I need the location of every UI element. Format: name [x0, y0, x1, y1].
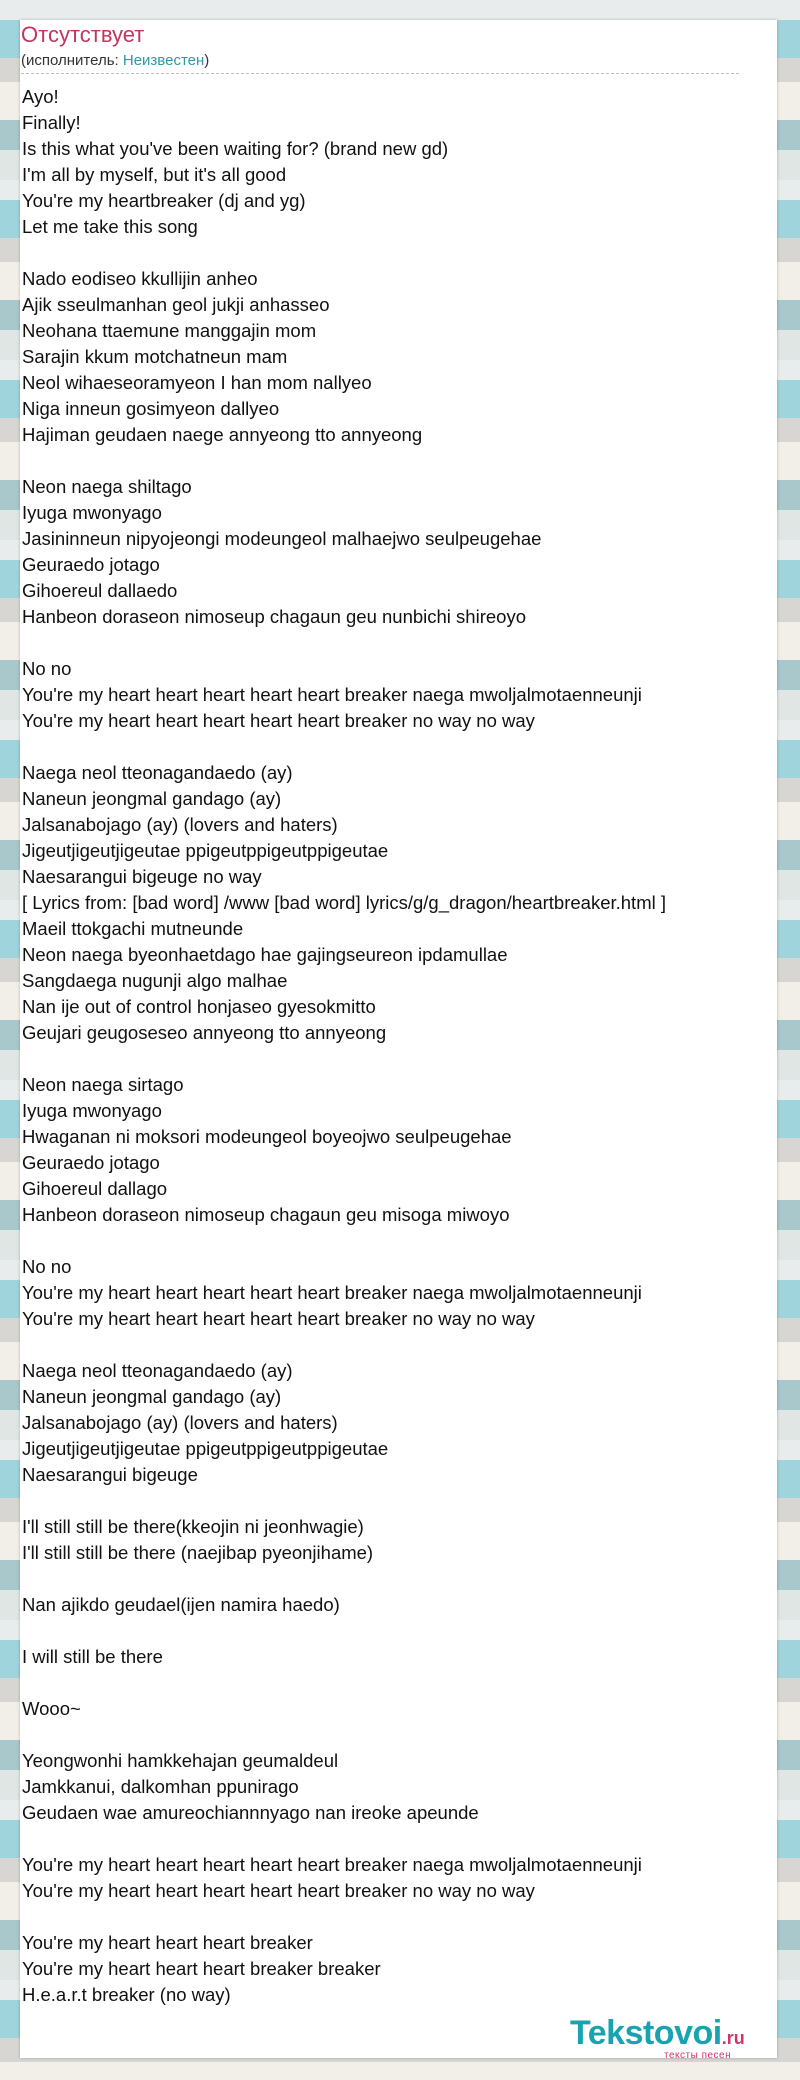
lyric-line: Let me take this song [22, 216, 198, 237]
lyrics-stanza [22, 1930, 752, 2008]
lyrics-stanza [22, 1696, 752, 1722]
lyrics-stanza [22, 474, 752, 630]
lyric-line: Naneun jeongmal gandago (ay) [22, 788, 282, 809]
lyric-line: H.e.a.r.t breaker (no way) [22, 1984, 231, 2005]
song-title: Отсутствует [21, 22, 145, 47]
lyric-line: Gihoereul dallaedo [22, 580, 178, 601]
lyric-line: You're my heart heart heart heart heart breaker no way no way [22, 1880, 535, 1901]
lyric-line: Niga inneun gosimyeon dallyeo [22, 398, 280, 419]
logo-tagline: тексты песен [664, 2050, 732, 2061]
lyrics-stanza [22, 656, 752, 734]
lyric-line: Jamkkanui, dalkomhan ppunirago [22, 1776, 299, 1797]
lyric-line: Naega neol tteonagandaedo (ay) [22, 1360, 293, 1381]
lyric-line: Sangdaega nugunji algo malhae [22, 970, 288, 991]
lyric-line: Jigeutjigeutjigeutae ppigeutppigeutppigeutae [22, 840, 389, 861]
lyric-line: Naneun jeongmal gandago (ay) [22, 1386, 282, 1407]
lyric-line: Geuraedo jotago [22, 554, 160, 575]
lyrics-stanza [22, 1072, 752, 1228]
lyric-line: Jigeutjigeutjigeutae ppigeutppigeutppigeutae [22, 1438, 389, 1459]
lyric-line: You're my heart heart heart breaker [22, 1932, 313, 1953]
lyric-line: Naega neol tteonagandaedo (ay) [22, 762, 293, 783]
lyric-line: You're my heart heart heart heart heart breaker no way no way [22, 1308, 535, 1329]
lyric-line: Maeil ttokgachi mutneunde [22, 918, 244, 939]
lyrics-stanza [22, 1748, 752, 1826]
lyric-line: Nan ije out of control honjaseo gyesokmitto [22, 996, 376, 1017]
lyric-line: Geujari geugoseseo annyeong tto annyeong [22, 1022, 387, 1043]
lyric-line: You're my heart heart heart heart heart breaker naega mwoljalmotaenneunji [22, 1854, 642, 1875]
artist-link[interactable]: Неизвестен [122, 52, 205, 69]
lyric-line: Neon naega shiltago [22, 476, 192, 497]
lyric-line: Geuraedo jotago [22, 1152, 160, 1173]
lyric-line: Neon naega sirtago [22, 1074, 184, 1095]
lyric-line: Finally! [22, 112, 81, 133]
lyric-line: No no [22, 658, 72, 679]
lyric-line: [ Lyrics from: [bad word] /www [bad word] lyrics/g/g_dragon/heartbreaker.html ] [22, 892, 666, 913]
artist-prefix: (исполнитель: [21, 52, 123, 69]
lyrics-stanza [22, 1644, 752, 1670]
lyric-line: Yeongwonhi hamkkehajan geumaldeul [22, 1750, 339, 1771]
lyric-line: You're my heart heart heart heart heart breaker naega mwoljalmotaenneunji [22, 684, 642, 705]
lyric-line: Jalsanabojago (ay) (lovers and haters) [22, 814, 338, 835]
lyrics-body [22, 84, 752, 2034]
lyrics-stanza [22, 266, 752, 448]
lyric-line: Ayo! [22, 86, 59, 107]
lyric-line: You're my heart heart heart heart heart breaker naega mwoljalmotaenneunji [22, 1282, 642, 1303]
lyric-line: Hajiman geudaen naege annyeong tto annyeong [22, 424, 423, 445]
lyric-line: No no [22, 1256, 72, 1277]
lyric-line: You're my heart heart heart breaker breaker [22, 1958, 381, 1979]
lyric-line: Hanbeon doraseon nimoseup chagaun geu misoga miwoyo [22, 1204, 510, 1225]
lyric-line: Ajik sseulmanhan geol jukji anhasseo [22, 294, 330, 315]
lyric-line: Neol wihaeseoramyeon I han mom nallyeo [22, 372, 372, 393]
lyric-line: Naesarangui bigeuge no way [22, 866, 262, 887]
lyrics-stanza [22, 84, 752, 240]
lyric-line: Hanbeon doraseon nimoseup chagaun geu nunbichi shireoyo [22, 606, 526, 627]
lyrics-stanza [22, 1514, 752, 1566]
lyric-line: Is this what you've been waiting for? (brand new gd) [22, 138, 449, 159]
lyric-line: Nan ajikdo geudael(ijen namira haedo) [22, 1594, 340, 1615]
lyric-line: Hwaganan ni moksori modeungeol boyeojwo seulpeugehae [22, 1126, 512, 1147]
lyric-line: Naesarangui bigeuge [22, 1464, 198, 1485]
lyric-line: Nado eodiseo kkullijin anheo [22, 268, 258, 289]
lyric-line: Sarajin kkum motchatneun mam [22, 346, 288, 367]
logo-domain: .ru [721, 2028, 745, 2048]
lyrics-stanza [22, 760, 752, 1046]
lyric-line: Neohana ttaemune manggajin mom [22, 320, 317, 341]
lyrics-stanza [22, 1358, 752, 1488]
lyric-line: Iyuga mwonyago [22, 502, 162, 523]
header-divider [21, 73, 739, 74]
lyric-line: You're my heart heart heart heart heart breaker no way no way [22, 710, 535, 731]
lyric-line: Iyuga mwonyago [22, 1100, 162, 1121]
lyric-line: Neon naega byeonhaetdago hae gajingseureon ipdamullae [22, 944, 508, 965]
lyric-line: Geudaen wae amureochiannnyago nan ireoke apeunde [22, 1802, 479, 1823]
lyrics-stanza [22, 1254, 752, 1332]
lyric-line: I'll still still be there (naejibap pyeonjihame) [22, 1542, 374, 1563]
lyric-line: Gihoereul dallago [22, 1178, 168, 1199]
lyric-line: I'll still still be there(kkeojin ni jeonhwagie) [22, 1516, 364, 1537]
lyric-line: Jalsanabojago (ay) (lovers and haters) [22, 1412, 338, 1433]
lyrics-stanza [22, 1852, 752, 1904]
lyric-line: I'm all by myself, but it's all good [22, 164, 287, 185]
lyric-line: Jasininneun nipyojeongi modeungeol malhaejwo seulpeugehae [22, 528, 542, 549]
artist-suffix: ) [204, 52, 210, 69]
site-logo[interactable] [570, 2016, 770, 2062]
lyric-line: You're my heartbreaker (dj and yg) [22, 190, 306, 211]
lyrics-stanza [22, 1592, 752, 1618]
lyric-line: I will still be there [22, 1646, 163, 1667]
logo-text: Tekstovoi [570, 2014, 722, 2052]
lyric-line: Wooo~ [22, 1698, 81, 1719]
artist-line [21, 52, 737, 70]
song-header [21, 22, 737, 74]
